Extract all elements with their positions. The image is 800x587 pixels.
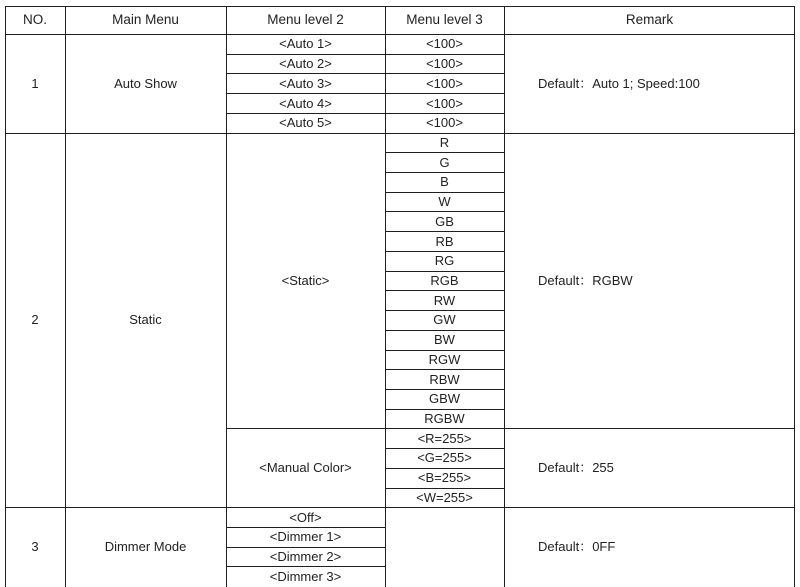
grid-line bbox=[385, 93, 504, 94]
main-menu-item: Dimmer Mode bbox=[104, 539, 187, 555]
grid-line bbox=[385, 113, 504, 114]
grid-line bbox=[385, 73, 504, 74]
grid-line bbox=[385, 468, 504, 469]
grid-line bbox=[5, 133, 795, 134]
menu-level-3-item: <100> bbox=[426, 75, 463, 91]
grid-line bbox=[226, 113, 385, 114]
grid-line bbox=[385, 192, 504, 193]
remark: Default：Auto 1; Speed:100 bbox=[538, 75, 700, 91]
header-remark: Remark bbox=[625, 12, 674, 28]
menu-level-3-item: RW bbox=[433, 292, 456, 308]
grid-line bbox=[226, 428, 795, 429]
header-menu-level-3: Menu level 3 bbox=[406, 12, 483, 28]
grid-line bbox=[5, 34, 795, 35]
row-number: 2 bbox=[31, 312, 39, 328]
grid-line bbox=[385, 231, 504, 232]
grid-line bbox=[385, 488, 504, 489]
menu-level-3-item: RGBW bbox=[424, 411, 465, 427]
menu-level-3-item: <100> bbox=[426, 36, 463, 52]
menu-level-3-item: <100> bbox=[426, 115, 463, 131]
grid-line bbox=[385, 152, 504, 153]
menu-level-3-item: <G=255> bbox=[417, 450, 472, 466]
row-number: 1 bbox=[31, 75, 39, 91]
menu-level-2-item: <Dimmer 3> bbox=[269, 568, 342, 584]
menu-level-2-item: <Auto 5> bbox=[279, 115, 332, 131]
menu-level-2-item: <Off> bbox=[289, 509, 322, 525]
grid-line bbox=[385, 251, 504, 252]
menu-level-3-item: <B=255> bbox=[417, 470, 472, 486]
menu-level-3-item: GB bbox=[435, 213, 454, 229]
menu-level-3-item: B bbox=[440, 174, 449, 190]
menu-level-3-item: <100> bbox=[426, 95, 463, 111]
grid-line bbox=[5, 6, 6, 587]
remark: Default：RGBW bbox=[538, 272, 633, 288]
grid-line bbox=[504, 6, 505, 587]
grid-line bbox=[794, 6, 795, 587]
menu-level-3-item: RGW bbox=[428, 351, 461, 367]
menu-level-2-item: <Auto 1> bbox=[279, 36, 332, 52]
grid-line bbox=[385, 172, 504, 173]
grid-line bbox=[385, 330, 504, 331]
grid-line bbox=[5, 507, 795, 508]
menu-level-3-item: W bbox=[438, 194, 451, 210]
menu-level-3-item: G bbox=[439, 154, 450, 170]
row-number: 3 bbox=[31, 539, 39, 555]
menu-level-2-item: <Auto 3> bbox=[279, 75, 332, 91]
grid-line bbox=[385, 290, 504, 291]
header-menu-level-2: Menu level 2 bbox=[267, 12, 344, 28]
grid-line bbox=[226, 527, 385, 528]
grid-line bbox=[226, 547, 385, 548]
grid-line bbox=[226, 54, 385, 55]
grid-line bbox=[385, 211, 504, 212]
menu-level-3-item: BW bbox=[434, 332, 455, 348]
grid-line bbox=[226, 93, 385, 94]
menu-level-3-item: RGB bbox=[430, 272, 459, 288]
grid-line bbox=[385, 369, 504, 370]
menu-level-3-item: R bbox=[439, 134, 450, 150]
grid-line bbox=[385, 271, 504, 272]
grid-line bbox=[385, 409, 504, 410]
main-menu-item: Static bbox=[129, 312, 162, 328]
menu-level-2-item: <Auto 2> bbox=[279, 56, 332, 72]
menu-level-3-item: GBW bbox=[428, 391, 461, 407]
grid-line bbox=[65, 6, 66, 587]
remark: Default：0FF bbox=[538, 539, 616, 555]
grid-line bbox=[5, 6, 795, 7]
menu-level-3-item: <R=255> bbox=[417, 430, 472, 446]
menu-level-3-item: RB bbox=[435, 233, 454, 249]
menu-level-2-item: <Static> bbox=[281, 272, 330, 288]
menu-table bbox=[5, 5, 795, 587]
grid-line bbox=[385, 389, 504, 390]
grid-line bbox=[226, 73, 385, 74]
grid-line bbox=[385, 54, 504, 55]
grid-line bbox=[226, 6, 227, 587]
menu-level-2-item: <Auto 4> bbox=[279, 95, 332, 111]
grid-line bbox=[385, 448, 504, 449]
menu-level-3-item: GW bbox=[433, 312, 456, 328]
header-main-menu: Main Menu bbox=[112, 12, 179, 28]
grid-line bbox=[385, 310, 504, 311]
menu-level-3-item: RBW bbox=[429, 371, 460, 387]
menu-level-2-item: <Manual Color> bbox=[259, 460, 352, 476]
remark: Default：255 bbox=[538, 460, 614, 476]
menu-level-2-item: <Dimmer 1> bbox=[269, 529, 342, 545]
menu-level-3-item: <100> bbox=[426, 56, 463, 72]
grid-line bbox=[226, 566, 385, 567]
menu-level-2-item: <Dimmer 2> bbox=[269, 549, 342, 565]
menu-level-3-item: <W=255> bbox=[416, 489, 473, 505]
main-menu-item: Auto Show bbox=[114, 75, 177, 91]
menu-level-3-item: RG bbox=[434, 253, 455, 269]
header-no: NO. bbox=[22, 12, 47, 28]
grid-line bbox=[385, 6, 386, 587]
grid-line bbox=[385, 350, 504, 351]
